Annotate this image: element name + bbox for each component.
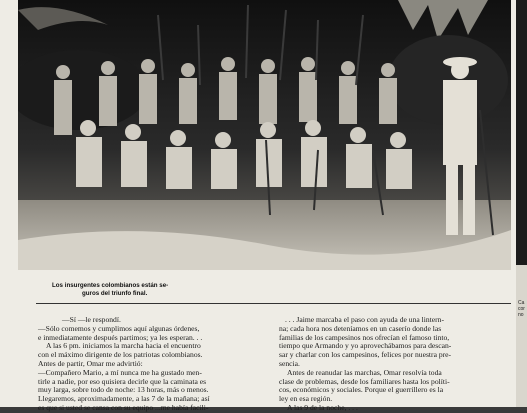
paragraph-line: Antes de reanudar las marchas, Omar resolvía toda [287,367,442,377]
paragraph-line: Llegaremos, aproximadamente, a las 7 de la mañana; así [38,394,210,404]
paragraph-line: A las 9 de la noche, . . . [287,402,358,412]
paragraph-line: —Compañero Mario, a mí nunca me ha gustado men- [38,367,202,377]
paragraph-line: clase de problemas, desde los familiares hasta los políti- [279,376,450,386]
adjacent-page-edge [516,0,527,407]
adjacent-page-text [518,300,525,318]
paragraph-line: sar y charlar con los campesinos, felices por nuestra pre- [279,350,452,360]
paragraph-line: —Sí —le respondí. [62,315,121,324]
paragraph-line: na; cada hora nos deteníamos en un caserío donde las [279,323,442,333]
paragraph-line: ley en esa región. [279,394,333,404]
caption-line: guros del triunfo final. [82,290,148,297]
photo-illustration [18,0,511,270]
paragraph-line: e inmediatamente después partimos; ya les esperan. . . [38,332,203,342]
adjacent-line: Ca [518,300,525,306]
paragraph-line: muy larga, sobre todo de noche: 13 horas, más o menos. [38,385,209,395]
section-divider [36,303,511,304]
adjacent-line: cor [518,306,525,312]
paragraph-line: con el máximo dirigente de los patriotas colombianos. [38,350,203,360]
text-column-left [38,316,268,413]
caption-line: Los insurgentes colombianos están se- [52,282,169,289]
paragraph-line: . . . Jaime marcaba el paso con ayuda de una lintern- [285,315,444,324]
paragraph-line: cos, económicos y sociales. Porque el guerrillero es la [279,385,444,395]
adjacent-page-photo [516,0,527,265]
text-column-right [279,316,509,413]
paragraph-line: tiempo que Armando y yo aprovechábamos para descan- [279,341,452,351]
paragraph-line: tirle a nadie, por eso quisiera decirle que la caminata es [38,376,207,386]
adjacent-line: no [518,312,524,318]
guerrilla-group-photo [18,0,511,270]
photo-caption [52,282,212,298]
paragraph-line: Antes de partir, Omar me advirtió: [38,358,143,368]
paragraph-line: es que si usted se cansa con su equipo ...me había facili- [38,402,209,412]
paragraph-line: —Sólo comemos y cumplimos aquí algunas órdenes, [38,323,200,333]
paragraph-line: familias de los campesinos nos ofrecían el famoso tinto, [279,332,450,342]
paragraph-line: A las 6 pm. iniciamos la marcha hacia el encuentro [46,341,201,351]
paragraph-line: sencia. [279,358,300,368]
